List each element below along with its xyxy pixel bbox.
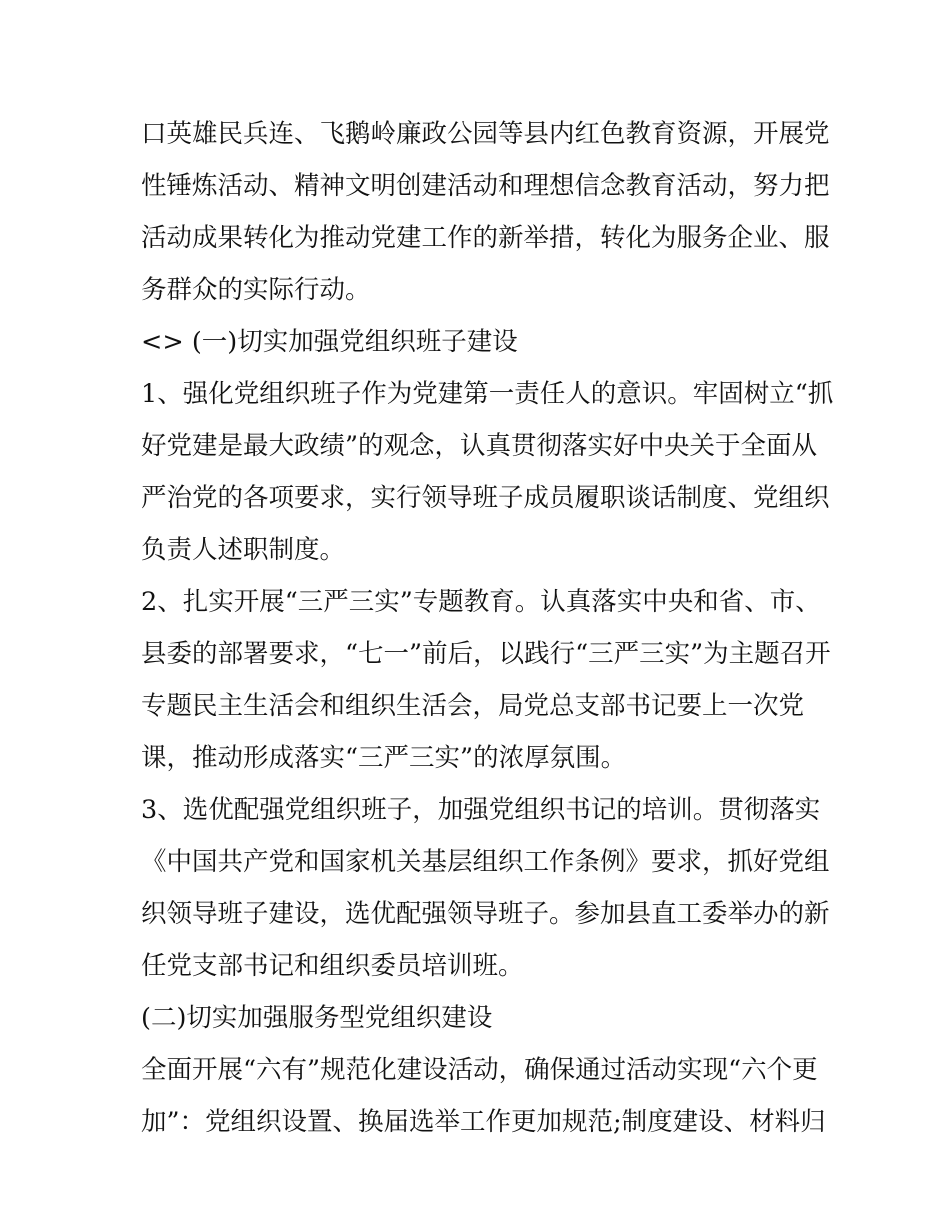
text-line: 《中国共产党和国家机关基层组织工作条例》要求，抓好党组 bbox=[141, 847, 830, 877]
text-line: 负责人述职制度。 bbox=[141, 535, 346, 565]
section-heading: (二)切实加强服务型党组织建设 bbox=[141, 1003, 493, 1033]
text-line: 全面开展“六有”规范化建设活动，确保通过活动实现“六个更 bbox=[141, 1055, 818, 1085]
section-heading: <> (一)切实加强党组织班子建设 bbox=[141, 327, 518, 357]
text-line: 县委的部署要求，“七一”前后，以践行“三严三实”为主题召开 bbox=[141, 639, 831, 669]
text-line: 课，推动形成落实“三严三实”的浓厚氛围。 bbox=[141, 743, 627, 773]
text-line: 口英雄民兵连、飞鹅岭廉政公园等县内红色教育资源，开展党 bbox=[141, 119, 830, 149]
text-line: 织领导班子建设，选优配强领导班子。参加县直工委举办的新 bbox=[141, 899, 830, 929]
text-line: 1、强化党组织班子作为党建第一责任人的意识。牢固树立“抓 bbox=[141, 379, 834, 409]
text-line: 加”：党组织设置、换届选举工作更加规范;制度建设、材料归 bbox=[141, 1107, 826, 1137]
document-body bbox=[141, 108, 834, 1148]
text-line: 务群众的实际行动。 bbox=[141, 275, 371, 305]
text-line: 2、扎实开展“三严三实”专题教育。认真落实中央和省、市、 bbox=[141, 587, 821, 617]
text-line: 活动成果转化为推动党建工作的新举措，转化为服务企业、服 bbox=[141, 223, 830, 253]
text-line: 严治党的各项要求，实行领导班子成员履职谈话制度、党组织 bbox=[141, 483, 830, 513]
text-line: 性锤炼活动、精神文明创建活动和理想信念教育活动，努力把 bbox=[141, 171, 830, 201]
text-line: 好党建是最大政绩”的观念，认真贯彻落实好中央关于全面从 bbox=[141, 431, 818, 461]
text-line: 3、选优配强党组织班子，加强党组织书记的培训。贯彻落实 bbox=[141, 795, 821, 825]
text-line: 专题民主生活会和组织生活会，局党总支部书记要上一次党 bbox=[141, 691, 805, 721]
text-line: 任党支部书记和组织委员培训班。 bbox=[141, 951, 524, 981]
